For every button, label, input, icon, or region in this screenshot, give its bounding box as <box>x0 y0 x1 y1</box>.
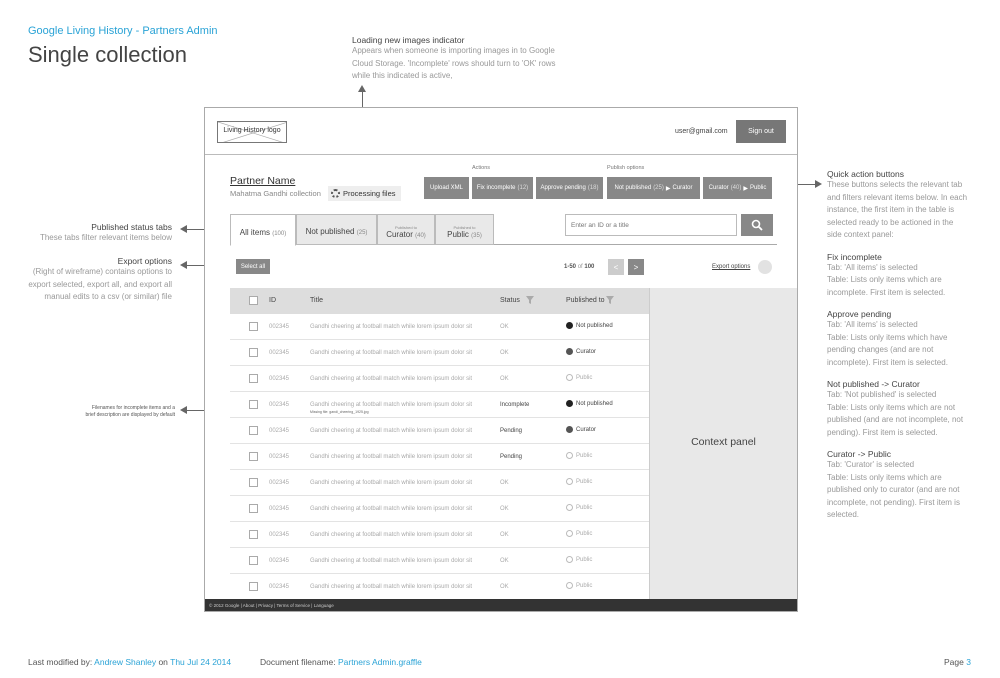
published-status-icon <box>566 582 573 589</box>
cell-id: 002345 <box>269 324 290 330</box>
cell-status: OK <box>500 532 509 538</box>
published-label: Not published <box>576 322 613 329</box>
cell-title: Gandhi cheering at football match while lorem ipsum dolor sit <box>310 428 473 434</box>
button-label: Fix incomplete <box>476 185 516 191</box>
button-label: Curator <box>672 185 693 191</box>
tab-count: (100) <box>272 230 287 237</box>
cell-status: OK <box>500 376 509 382</box>
tab-curator[interactable] <box>377 214 435 245</box>
annotation-line: Table: Lists only items which are <box>827 472 942 482</box>
search-icon <box>751 219 763 231</box>
processing-indicator <box>328 186 401 201</box>
cell-title: Gandhi cheering at football match while lorem ipsum dolor sit <box>310 376 473 382</box>
cell-title: Gandhi cheering at football match while lorem ipsum dolor sit <box>310 532 473 538</box>
published-status-icon <box>566 530 573 537</box>
cell-published-to <box>566 426 596 433</box>
sign-out-button[interactable]: Sign out <box>736 120 786 143</box>
row-checkbox[interactable] <box>249 530 258 539</box>
filter-icon[interactable] <box>606 296 614 306</box>
annotation-line: Tab: 'All items' is selected <box>827 262 918 272</box>
table-header <box>230 288 649 314</box>
published-status-icon <box>566 348 573 355</box>
annotation-line: Tab: 'Curator' is selected <box>827 460 915 469</box>
context-panel-label: Context panel <box>691 436 756 448</box>
cell-title: Gandhi cheering at football match while lorem ipsum dolor sit <box>310 480 473 486</box>
page-label: Page <box>944 657 964 667</box>
search-input[interactable] <box>565 214 737 236</box>
annotation-line: incomplete). First item is selected. <box>827 357 948 367</box>
spinner-icon <box>331 189 340 198</box>
last-modified <box>28 657 231 667</box>
collection-name: Mahatma Gandhi collection <box>230 189 321 198</box>
annotation-export-options <box>10 256 172 304</box>
row-checkbox[interactable] <box>249 556 258 565</box>
cell-title: Gandhi cheering at football match while lorem ipsum dolor sit <box>310 506 473 512</box>
published-label: Public <box>576 530 593 537</box>
row-checkbox[interactable] <box>249 348 258 357</box>
row-checkbox[interactable] <box>249 478 258 487</box>
annotation-line: instance, the first item in the table is <box>827 205 955 214</box>
published-label: Curator <box>576 348 597 355</box>
tab-label: Not published <box>305 227 355 236</box>
published-status-icon <box>566 426 573 433</box>
cell-status: OK <box>500 506 509 512</box>
annotation-line: Appears when someone is importing images in to Google <box>352 46 555 55</box>
author: Andrew Shanley <box>94 657 157 667</box>
button-label: Upload XML <box>429 185 464 191</box>
approve-pending-button[interactable] <box>536 177 603 199</box>
annotation-line: published (and are not incomplete, not <box>827 415 964 424</box>
pagination-range: 1-50 <box>564 264 577 270</box>
not-published-to-curator-button[interactable] <box>607 177 700 199</box>
export-options-toggle[interactable] <box>758 260 772 274</box>
tab-label: All items <box>239 227 270 237</box>
button-count: (40) <box>730 185 742 191</box>
annotation-subheading: Not published -> Curator <box>827 379 920 389</box>
tab-sublabel: Published to <box>394 224 417 230</box>
filename-label: Document filename: <box>260 657 336 667</box>
published-label: Public <box>576 504 593 511</box>
tab-all-items[interactable] <box>230 214 296 246</box>
cell-published-to <box>566 348 596 355</box>
annotation-line: incomplete, not pending). First item is <box>827 497 960 507</box>
annotation-line: published only to curator (and are not <box>827 485 960 494</box>
cell-published-to <box>566 374 592 381</box>
row-checkbox[interactable] <box>249 582 258 591</box>
cell-published-to <box>566 478 592 485</box>
cell-title: Gandhi cheering at football match while lorem ipsum dolor sit <box>310 558 473 564</box>
tab-not-published[interactable] <box>296 214 377 245</box>
cell-id: 002345 <box>269 350 290 356</box>
fix-incomplete-button[interactable] <box>472 177 533 199</box>
pagination-total: 100 <box>584 264 595 270</box>
cell-id: 002345 <box>269 480 290 486</box>
button-count: (18) <box>587 185 599 191</box>
modified-date: Thu Jul 24 2014 <box>170 657 232 667</box>
tab-sublabel: Published to <box>453 224 476 230</box>
published-label: Not published <box>576 400 613 407</box>
annotation-line: These buttons selects the relevant tab <box>827 180 963 189</box>
table-row[interactable] <box>230 496 649 522</box>
annotation-line: Tab: 'Not published' is selected <box>827 390 937 399</box>
cell-title: Gandhi cheering at football match while lorem ipsum dolor sit <box>310 350 473 356</box>
tab-count: (25) <box>356 230 368 236</box>
tab-label: Curator <box>386 229 413 239</box>
cell-status: OK <box>500 584 509 590</box>
next-page-button[interactable]: > <box>628 259 644 275</box>
user-email: user@gmail.com <box>675 128 728 135</box>
arrow-right-icon <box>815 180 822 188</box>
cell-status: Incomplete <box>500 402 530 408</box>
publish-group-label: Publish options <box>607 165 645 171</box>
partner-name-link[interactable]: Partner Name <box>230 175 296 187</box>
annotation-line: Table: Lists only items which are not <box>827 402 956 412</box>
annotation-heading: Loading new images indicator <box>352 35 465 45</box>
button-label: Curator <box>708 185 729 191</box>
context-panel <box>649 288 797 600</box>
row-checkbox[interactable] <box>249 322 258 331</box>
row-checkbox[interactable] <box>249 452 258 461</box>
button-count: (25) <box>653 185 664 191</box>
annotation-line: selected ready to be actioned in the <box>827 217 954 227</box>
cell-published-to <box>566 582 592 589</box>
annotation-loading <box>352 35 556 83</box>
published-label: Curator <box>576 426 597 433</box>
published-label: Public <box>576 452 593 459</box>
cell-published-to <box>566 504 592 511</box>
annotation-subheading: Approve pending <box>827 309 892 319</box>
logo-text: Living History logo <box>223 127 281 134</box>
annotation-line: Cloud Storage. 'Incomplete' rows should turn to 'OK' rows <box>352 58 556 68</box>
annotation-line: incomplete. First item is selected. <box>827 287 946 297</box>
annotation-heading: Export options <box>117 256 172 266</box>
published-label: Public <box>576 556 593 563</box>
logo[interactable] <box>217 121 287 143</box>
annotation-published-tabs <box>20 222 172 245</box>
search-button[interactable] <box>741 214 773 236</box>
button-label: Public <box>749 185 767 191</box>
arrow-left-icon <box>180 261 187 269</box>
table-row[interactable] <box>230 418 649 444</box>
table-row[interactable] <box>230 574 649 600</box>
modified-label: Last modified by: <box>28 657 93 667</box>
published-status-icon <box>566 556 573 563</box>
table-row[interactable] <box>230 470 649 496</box>
cell-status: OK <box>500 480 509 486</box>
row-checkbox[interactable] <box>249 426 258 435</box>
cell-published-to <box>566 556 592 563</box>
annotation-line: (Right of wireframe) contains options to <box>32 267 172 276</box>
annotation-line: pending). First item is selected. <box>827 427 938 437</box>
cell-id: 002345 <box>269 376 290 382</box>
table-row[interactable] <box>230 314 649 340</box>
cell-published-to <box>566 530 592 537</box>
upload-xml-button[interactable] <box>424 177 469 199</box>
top-bar <box>205 108 797 155</box>
play-arrow-icon: ▶ <box>743 185 748 192</box>
table-row[interactable] <box>230 444 649 470</box>
row-checkbox[interactable] <box>249 504 258 513</box>
pagination-info <box>564 264 594 270</box>
cell-title: Gandhi cheering at football match while lorem ipsum dolor sit <box>310 454 473 460</box>
footer: © 2012 Google | About | Privacy | Terms of Service | Language <box>205 599 798 612</box>
tab-count: (40) <box>415 232 426 239</box>
button-count: (12) <box>517 185 529 191</box>
cell-status: OK <box>500 558 509 564</box>
table-row[interactable] <box>230 392 649 418</box>
table-row[interactable] <box>230 366 649 392</box>
button-label: Approve pending <box>540 185 586 191</box>
arrow-left-icon <box>180 225 187 233</box>
cell-status: Pending <box>500 454 523 460</box>
row-checkbox[interactable] <box>249 400 258 409</box>
annotation-subheading: Fix incomplete <box>827 251 882 262</box>
published-label: Public <box>576 582 593 589</box>
table-row[interactable] <box>230 522 649 548</box>
published-label: Public <box>576 374 593 381</box>
annotation-line: These tabs filter relevant items below <box>39 233 172 242</box>
cell-published-to <box>566 452 592 459</box>
arrow-up-icon <box>358 85 366 92</box>
arrow-left-icon <box>180 406 187 414</box>
play-arrow-icon: ▶ <box>665 185 671 192</box>
table-row[interactable] <box>230 548 649 574</box>
annotation-line: Table: Lists only items which have <box>827 332 948 342</box>
filter-icon[interactable] <box>526 296 534 306</box>
cell-status: Pending <box>500 428 523 434</box>
cell-status: OK <box>500 350 509 356</box>
annotation-line: brief description are displayed by default <box>85 412 175 418</box>
processing-label: Processing files <box>343 189 396 198</box>
annotation-line: Table: Lists only items which are <box>827 275 942 284</box>
cell-title: Gandhi cheering at football match while lorem ipsum dolor sit <box>310 584 473 590</box>
curator-to-public-button[interactable] <box>703 177 772 199</box>
annotation-heading: Quick action buttons <box>827 169 905 179</box>
cell-id: 002345 <box>269 506 290 512</box>
cell-id: 002345 <box>269 402 290 408</box>
column-status[interactable]: Status <box>500 297 520 304</box>
cell-title: Gandhi cheering at football match while lorem ipsum dolor sit <box>310 402 473 408</box>
page-value: 3 <box>966 657 971 667</box>
cell-id: 002345 <box>269 532 290 538</box>
prev-page-button[interactable]: < <box>608 259 624 275</box>
wireframe-window <box>204 107 798 612</box>
annotation-line: pending changes (and are not <box>827 345 934 354</box>
document-filename <box>260 657 422 667</box>
cell-title: Gandhi cheering at football match while lorem ipsum dolor sit <box>310 324 473 330</box>
tab-public[interactable] <box>435 214 494 245</box>
cell-status: OK <box>500 324 509 330</box>
missing-file-note: Missing file: gandi_cheering_1925.jpg <box>310 410 369 414</box>
on-label: on <box>158 657 168 667</box>
published-status-icon <box>566 452 573 459</box>
annotation-filenames <box>60 405 175 419</box>
column-id[interactable]: ID <box>269 297 276 304</box>
page-number <box>944 657 971 667</box>
cell-published-to <box>566 400 613 407</box>
cell-id: 002345 <box>269 454 290 460</box>
column-title[interactable]: Title <box>310 297 323 304</box>
annotation-line: export selected, export all, and export all <box>28 279 172 289</box>
annotation-line: while this indicated is active, <box>352 71 453 80</box>
actions-group-label: Actions <box>472 165 491 171</box>
select-all-button[interactable]: Select all <box>236 259 270 274</box>
tab-count: (35) <box>471 232 482 239</box>
published-status-icon <box>566 374 573 381</box>
published-label: Public <box>576 478 593 485</box>
published-status-icon <box>566 322 573 329</box>
annotation-heading: Published status tabs <box>91 222 172 232</box>
header-checkbox[interactable] <box>249 296 258 305</box>
table-row[interactable] <box>230 340 649 366</box>
annotation-subheading: Curator -> Public <box>827 449 892 459</box>
tab-label: Public <box>447 229 469 239</box>
published-status-icon <box>566 478 573 485</box>
button-label: Not published <box>614 185 652 191</box>
cell-published-to <box>566 322 613 329</box>
annotation-line: Filenames for incomplete items and a <box>91 405 175 411</box>
filename: Partners Admin.graffle <box>337 657 422 667</box>
document-title: Single collection <box>28 42 187 67</box>
document-subtitle: Google Living History - Partners Admin <box>28 25 218 37</box>
annotation-line: side context panel: <box>827 230 894 239</box>
annotation-line: and filters relevant items below. In each <box>827 192 968 202</box>
published-status-icon <box>566 400 573 407</box>
annotation-line: selected. <box>827 510 860 519</box>
column-published-to[interactable]: Published to <box>566 297 605 304</box>
cell-id: 002345 <box>269 428 290 434</box>
export-options-link[interactable]: Export options <box>712 264 751 270</box>
cell-id: 002345 <box>269 584 290 590</box>
pagination-of: of <box>577 264 583 270</box>
published-status-icon <box>566 504 573 511</box>
annotation-line: manual edits to a csv (or similar) file <box>44 292 172 301</box>
annotation-quick-actions <box>827 169 987 522</box>
cell-id: 002345 <box>269 558 290 564</box>
annotation-line: Tab: 'All items' is selected <box>827 320 918 329</box>
row-checkbox[interactable] <box>249 374 258 383</box>
